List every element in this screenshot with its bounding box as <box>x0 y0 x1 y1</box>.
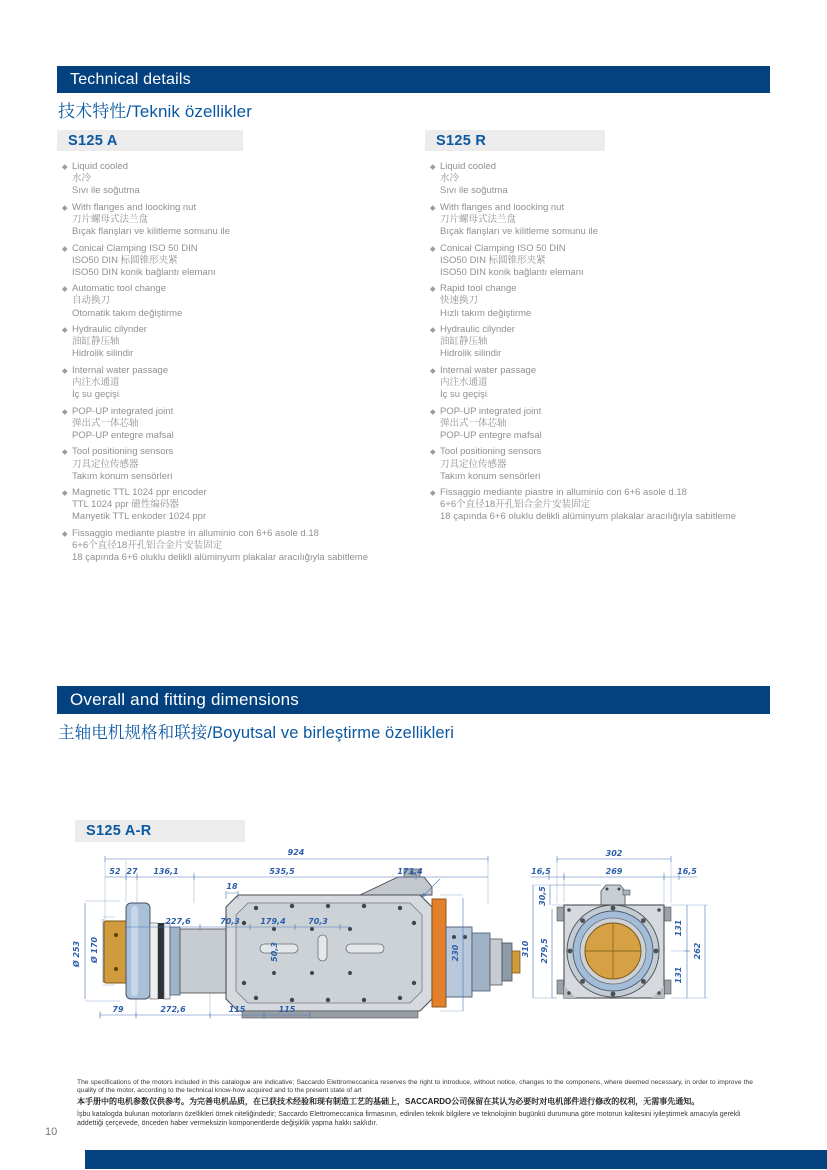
bullet-icon <box>62 327 67 332</box>
feature-line-en: Tool positioning sensors <box>72 446 174 458</box>
dim-label: 131 <box>674 919 683 937</box>
dim-label: 16,5 <box>677 867 697 876</box>
feature-line-en: With flanges and loocking nut <box>440 201 565 213</box>
section-header-dimensions <box>57 686 770 714</box>
feature-line-en: With flanges and loocking nut <box>72 201 197 213</box>
mount-slot <box>260 944 298 953</box>
feature-line-en: Internal water passage <box>440 364 537 376</box>
feature-list-s125r <box>430 161 782 528</box>
feature-item <box>430 406 782 442</box>
feature-line-en: Fissaggio mediante piastre in alluminio con 6+6 asole d.18 <box>72 528 319 540</box>
dim-label: 535,5 <box>269 867 295 876</box>
feature-line-tr: Sıvı ile soğutma <box>72 185 140 197</box>
feature-line-zh: 6+6个直径18开孔铝合金片安装固定 <box>440 499 591 511</box>
feature-item <box>430 324 782 360</box>
dim-label: 310 <box>521 940 530 958</box>
feature-line-zh: 刀具定位传感器 <box>72 458 139 470</box>
feature-line-tr: 18 çapında 6+6 oluklu delikli alüminyum plakalar aracılığıyla sabitleme <box>440 511 736 523</box>
model-label-s125r: S125 R <box>436 132 487 149</box>
feature-line-zh: 油缸静压轴 <box>72 336 120 348</box>
feature-item <box>430 243 782 279</box>
feature-line-zh: 油缸静压轴 <box>440 336 488 348</box>
dimension-drawings <box>60 843 750 1043</box>
dim-label: Ø 170 <box>90 936 99 964</box>
feature-line-en: Automatic tool change <box>72 283 167 295</box>
bullet-icon <box>62 450 67 455</box>
bullet-icon <box>430 491 435 496</box>
footer-disclaimer-zh: 本手册中的电机参数仅供参考。为完善电机品质，在已获技术经验和现有制造工艺的基础上，SACCARDO公司保留在其认为必要时对电机部件进行修改的权利，无需事先通知。 <box>77 1097 700 1106</box>
dim-label: 16,5 <box>531 867 551 876</box>
front-view-drawing <box>521 849 708 998</box>
feature-item <box>62 243 414 279</box>
top-tab <box>601 885 625 905</box>
tool-flange-gold <box>104 921 128 983</box>
section-header-technical-details <box>57 66 770 93</box>
feature-line-en: POP-UP integrated joint <box>440 405 542 417</box>
feature-line-zh: TTL 1024 ppr 磁性编码器 <box>72 499 179 511</box>
dim-label: 179,4 <box>260 917 286 926</box>
dim-label: 227,6 <box>165 917 191 926</box>
feature-item <box>430 487 782 523</box>
feature-item <box>62 283 414 319</box>
feature-line-zh: 内注水通道 <box>440 377 488 388</box>
feature-line-en: Hydraulic cilynder <box>72 324 147 336</box>
bullet-icon <box>62 531 67 536</box>
feature-line-en: POP-UP integrated joint <box>72 405 174 417</box>
feature-line-tr: Hidrolik silindir <box>72 348 134 360</box>
feature-line-en: Conical Clamping ISO 50 DIN <box>72 242 198 254</box>
model-band-s125ar <box>75 820 245 842</box>
feature-line-en: Fissaggio mediante piastre in alluminio con 6+6 asole d.18 <box>440 487 687 499</box>
dim-label: 50,3 <box>270 942 279 962</box>
side-view-drawing <box>71 848 520 1019</box>
feature-line-zh: 水冷 <box>440 173 460 185</box>
dim-label: 115 <box>228 1005 246 1014</box>
bullet-icon <box>62 368 67 373</box>
bullet-icon <box>430 205 435 210</box>
feature-line-zh: 6+6个直径18开孔铝合金片安装固定 <box>72 540 223 552</box>
feature-item <box>430 283 782 319</box>
bullet-icon <box>430 287 435 292</box>
feature-line-tr: POP-UP entegre mafsal <box>440 429 542 441</box>
feature-line-tr: Hidrolik silindir <box>440 348 502 360</box>
feature-line-tr: Otomatik takım değiştirme <box>72 307 183 319</box>
bullet-icon <box>430 368 435 373</box>
bullet-icon <box>62 164 67 169</box>
section-title: Overall and fitting dimensions <box>70 690 300 709</box>
dim-label: 302 <box>605 849 623 858</box>
spindle-shaft <box>180 929 226 993</box>
feature-line-zh: 水冷 <box>72 173 92 185</box>
bottom-rule-bar <box>85 1150 827 1169</box>
feature-item <box>62 446 414 482</box>
dim-label: 230 <box>451 944 460 962</box>
feature-item <box>430 161 782 197</box>
feature-line-en: Tool positioning sensors <box>440 446 542 458</box>
feature-list-s125a <box>62 161 414 569</box>
feature-item <box>430 365 782 401</box>
feature-line-tr: Takım konum sensörleri <box>440 470 541 482</box>
bullet-icon <box>62 409 67 414</box>
dim-label: 79 <box>112 1005 124 1014</box>
feature-line-tr: Takım konum sensörleri <box>72 470 173 482</box>
dim-label: 262 <box>693 942 702 960</box>
dim-label: 70,3 <box>220 917 240 926</box>
feature-line-tr: İç su geçişi <box>440 389 487 401</box>
feature-item <box>62 528 414 564</box>
bullet-icon <box>62 246 67 251</box>
bullet-icon <box>62 491 67 496</box>
feature-line-tr: İç su geçişi <box>72 389 119 401</box>
dim-label: 272,6 <box>160 1005 186 1014</box>
dim-label: 30,5 <box>538 886 547 906</box>
footer-disclaimer-en: The specifications of the motors included in this catalogue are indicative; Saccardo Elettromeccanica reserves the right to introduce, without notice, changes to the componens, where deemed necessary, in order to improve the quality of the motor, according to the technical know-how acquired and to the present state of art <box>77 1079 753 1094</box>
feature-line-tr: ISO50 DIN konik bağlantı elemanı <box>72 266 216 278</box>
feature-line-tr: Bıçak flanşları ve kilitleme somunu ile <box>72 225 230 237</box>
feature-line-tr: POP-UP entegre mafsal <box>72 429 174 441</box>
feature-line-zh: 快速换刀 <box>440 295 479 307</box>
feature-line-zh: 内注水通道 <box>72 377 120 388</box>
page-number: 10 <box>45 1126 58 1138</box>
model-band-s125a <box>57 130 243 151</box>
dim-label: 27 <box>126 867 138 876</box>
section-title: Technical details <box>70 70 191 88</box>
dim-label: 269 <box>605 867 623 876</box>
bullet-icon <box>430 409 435 414</box>
feature-line-zh: ISO50 DIN 标圆锥形夹紧 <box>440 254 546 266</box>
dim-label: 18 <box>226 882 238 891</box>
feature-line-en: Liquid cooled <box>440 161 496 172</box>
feature-item <box>430 446 782 482</box>
model-label-s125ar: S125 A-R <box>86 823 152 839</box>
feature-line-zh: 刀具定位传感器 <box>440 458 507 470</box>
bullet-icon <box>430 450 435 455</box>
feature-line-en: Rapid tool change <box>440 283 517 295</box>
bullet-icon <box>62 287 67 292</box>
feature-item <box>62 365 414 401</box>
feature-line-zh: 刀片螺母式法兰盘 <box>440 213 517 225</box>
feature-line-en: Magnetic TTL 1024 ppr encoder <box>72 487 207 499</box>
dim-label: 136,1 <box>153 867 179 876</box>
dim-label: 115 <box>278 1005 296 1014</box>
feature-item <box>430 202 782 238</box>
feature-line-en: Liquid cooled <box>72 161 128 172</box>
feature-item <box>62 161 414 197</box>
feature-line-en: Hydraulic cilynder <box>440 324 515 336</box>
model-label-s125a: S125 A <box>68 132 118 149</box>
feature-line-en: Internal water passage <box>72 364 169 376</box>
feature-line-tr: Manyetik TTL enkoder 1024 ppr <box>72 511 207 523</box>
feature-item <box>62 406 414 442</box>
feature-item <box>62 202 414 238</box>
bullet-icon <box>62 205 67 210</box>
feature-line-zh: 弹出式一体芯轴 <box>72 417 139 429</box>
section-subtitle-technical-details: 技术特性/Teknik özellikler <box>58 102 252 121</box>
feature-line-tr: Sıvı ile soğutma <box>440 185 508 197</box>
feature-line-zh: 自动换刀 <box>72 295 111 307</box>
mount-slot <box>346 944 384 953</box>
feature-line-en: Conical Clamping ISO 50 DIN <box>440 242 566 254</box>
section-subtitle-dimensions: 主轴电机规格和联接/Boyutsal ve birleştirme özellikleri <box>58 724 454 742</box>
feature-item <box>62 324 414 360</box>
footer-disclaimer-tr: İşbu katalogda bulunan motorların özellikleri örnek niteliğindedir; Saccardo Elettromeccanica firmasının, edinilen teknik bilgilere ve teknolojinin bugünkü durumuna göre motorun kalitesini iyileştirmek amacıyla gerekli addettiği çerçevede, önceden haber vermeksizin komponentlerde değişiklik yapma hakkı saklıdır. <box>77 1111 741 1127</box>
feature-line-zh: 弹出式一体芯轴 <box>440 417 507 429</box>
dim-label: 131 <box>674 966 683 984</box>
dim-label: 924 <box>287 848 305 857</box>
dim-label: 52 <box>109 867 121 876</box>
model-band-s125r <box>425 130 605 151</box>
mount-slot <box>318 935 327 961</box>
dim-label: Ø 253 <box>72 940 81 968</box>
feature-line-tr: ISO50 DIN konik bağlantı elemanı <box>440 266 584 278</box>
feature-line-zh: ISO50 DIN 标圆锥形夹紧 <box>72 254 178 266</box>
bullet-icon <box>430 246 435 251</box>
feature-line-tr: 18 çapında 6+6 oluklu delikli alüminyum plakalar aracılığıyla sabitleme <box>72 552 368 564</box>
feature-line-tr: Bıçak flanşları ve kilitleme somunu ile <box>440 225 598 237</box>
bullet-icon <box>430 327 435 332</box>
bullet-icon <box>430 164 435 169</box>
orange-band <box>432 899 446 1007</box>
dim-label: 173,4 <box>397 867 423 876</box>
dim-label: 70,3 <box>308 917 328 926</box>
dim-label: 279,5 <box>540 938 549 964</box>
feature-item <box>62 487 414 523</box>
feature-line-tr: Hızlı takım değiştirme <box>440 307 532 319</box>
feature-line-zh: 刀片螺母式法兰盘 <box>72 213 149 225</box>
